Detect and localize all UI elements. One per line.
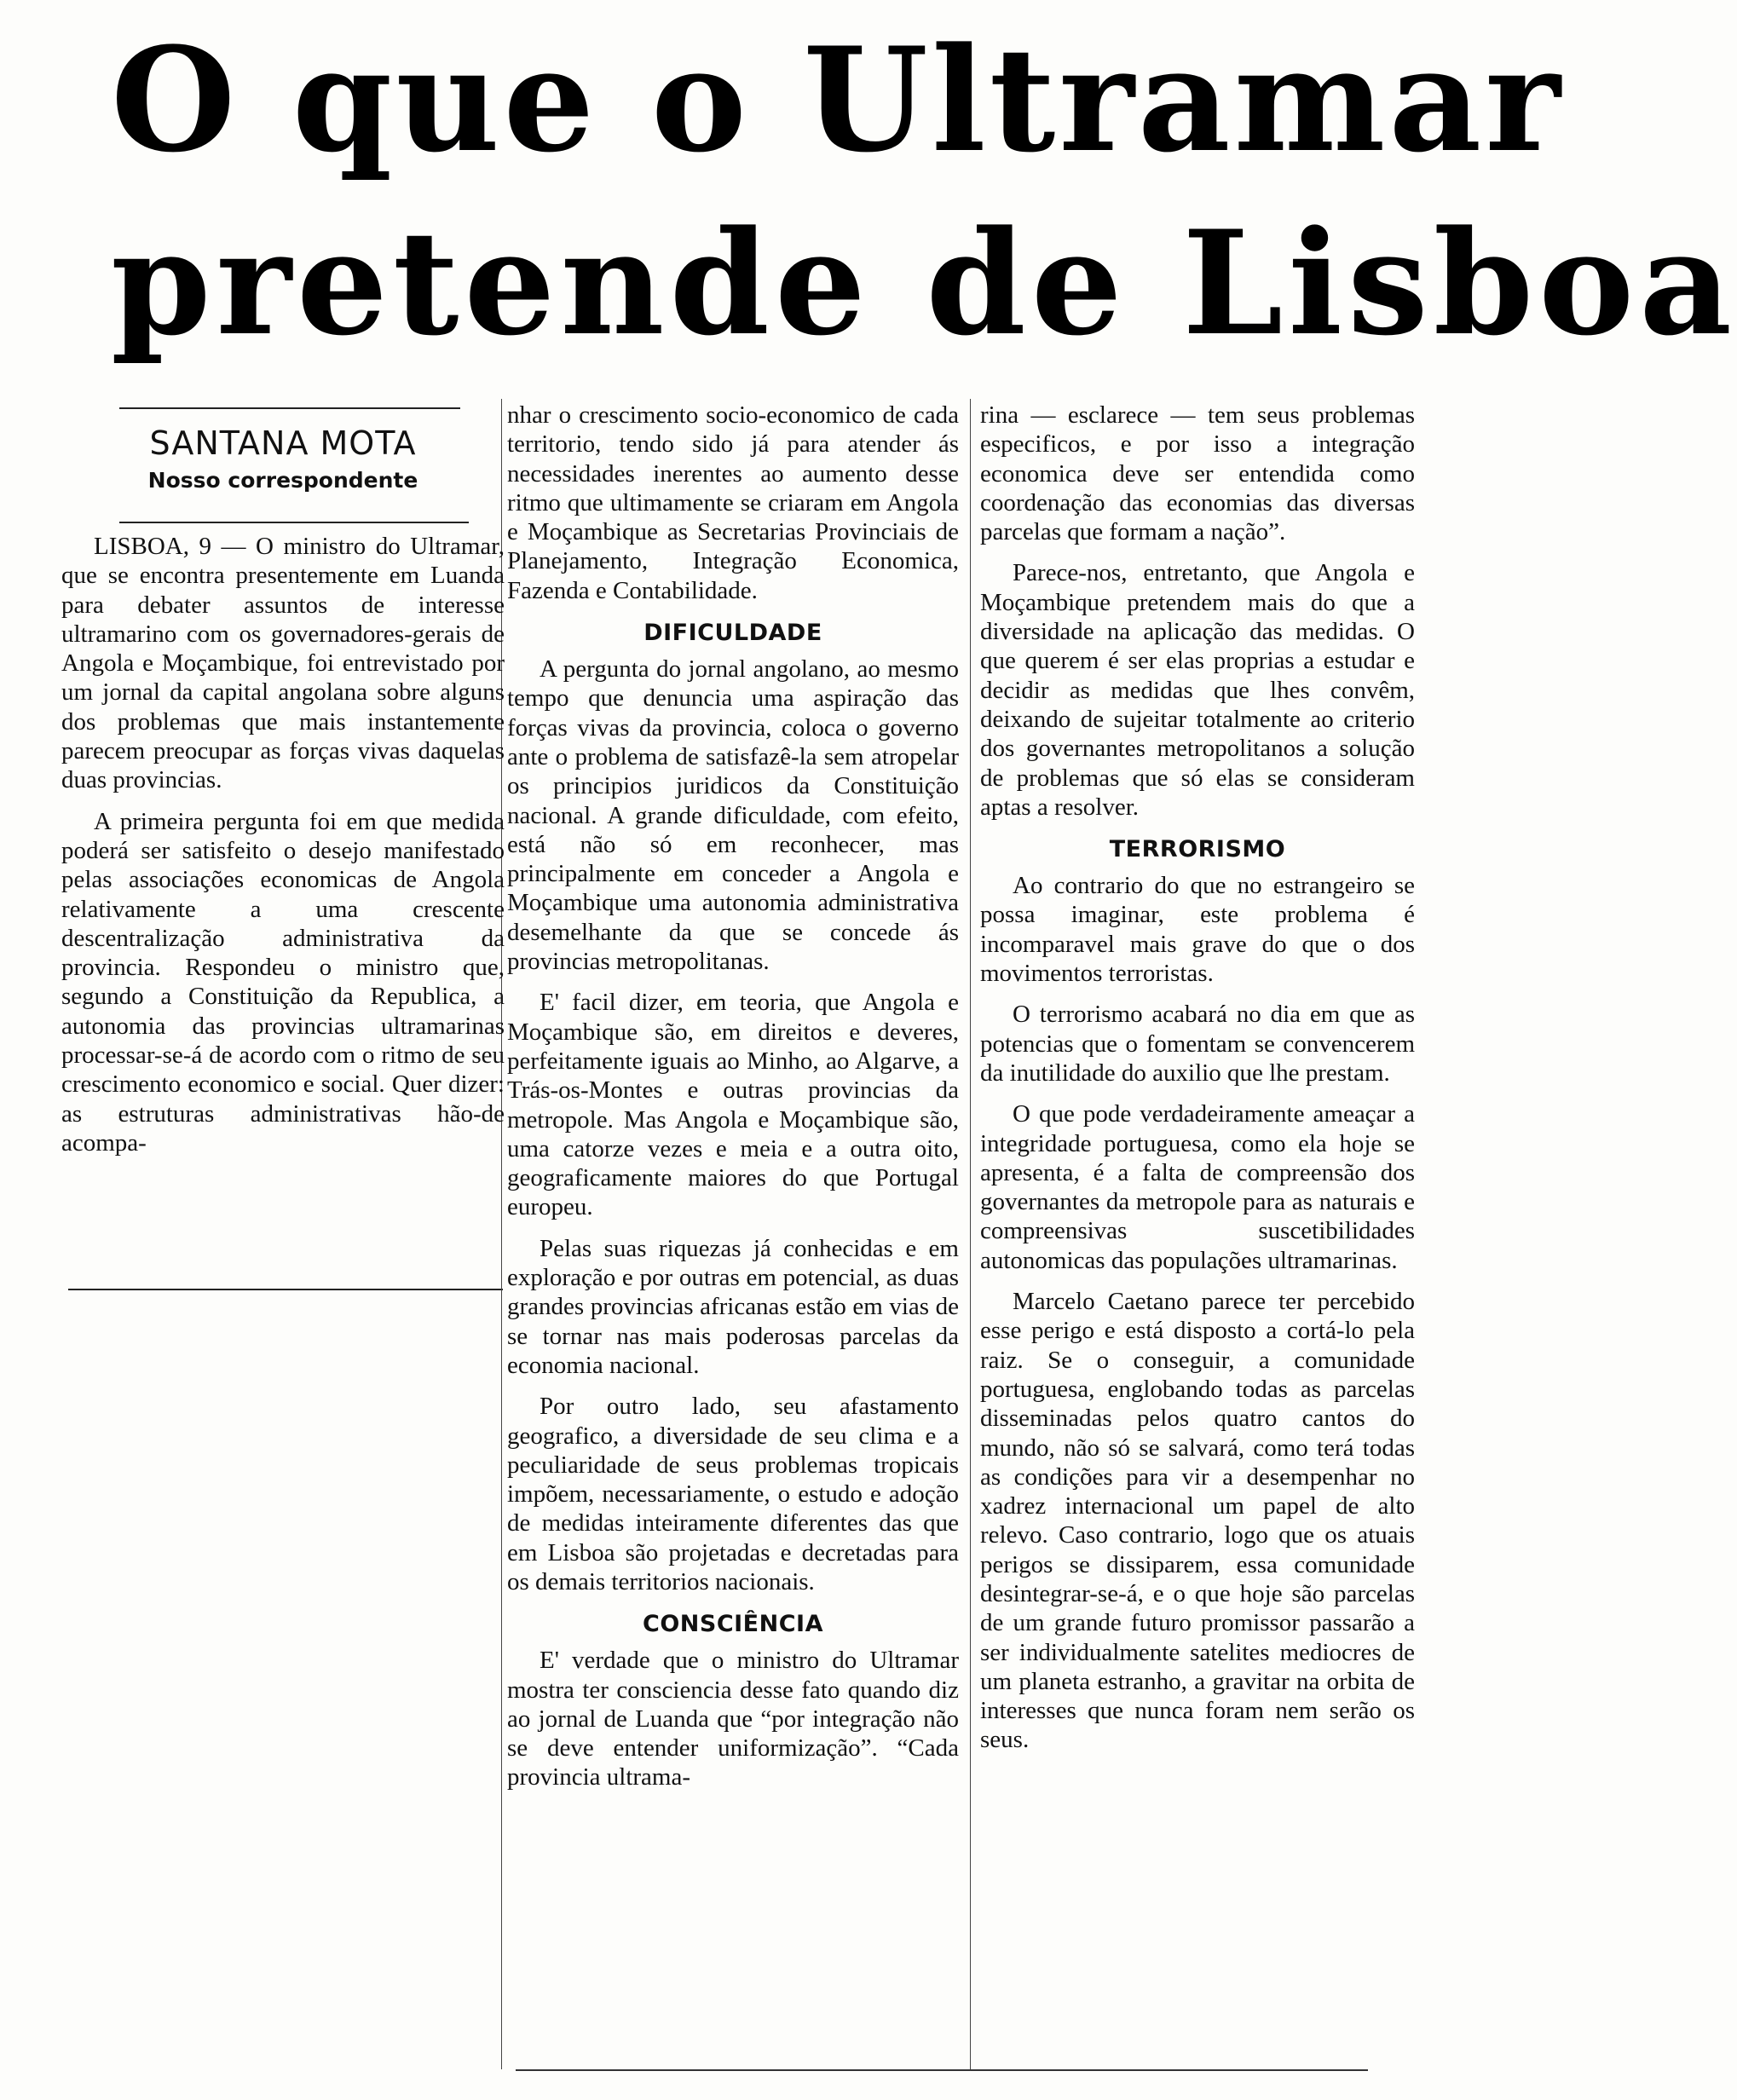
column-end-rule: [68, 1289, 503, 1290]
paragraph: O terrorismo acabará no dia em que as potencias que o fomentam se convencerem da inutilidade do auxilio que lhe prestam.: [980, 1001, 1415, 1087]
headline-line-2: pretende de Lisboa: [111, 199, 1737, 367]
paragraph: Pelas suas riquezas já conhecidas e em exploração e por outras em potencial, as duas grandes provincias africanas estão em vias de se tornar nas mais poderosas parcelas da economia nacional.: [507, 1234, 959, 1379]
paragraph: Por outro lado, seu afastamento geografico, a diversidade de seu clima e a peculiaridade de seus problemas tropicais impõem, necessariamente, o estudo e adoção de medidas inteiramente diferentes das que em Lisboa são projetadas e decretadas para os demais territorios nacionais.: [507, 1393, 959, 1595]
article-bottom-rule: [516, 2069, 1368, 2071]
paragraph: A primeira pergunta foi em que medida poderá ser satisfeito o desejo manifestado pelas associações economicas de Angola relativamente a uma crescente descentralização administrativa da provincia. Respondeu o ministro que, segundo a Constituição da Republica, a autonomia das provincias ultramarinas processar-se-á de acordo com o ritmo de seu crescimento economico e social. Quer dizer: as estruturas administrativas hão-de acompa-: [61, 807, 505, 1157]
paragraph: LISBOA, 9 — O ministro do Ultramar, que se encontra presentemente em Luanda para debater assuntos de interesse ultramarino com os governadores-gerais de Angola e Moçambique, foi entrevistado por um jornal da capital angolana sobre alguns dos problemas que mais instantemente parecem preocupar as forças vivas daquelas duas provincias.: [61, 533, 505, 794]
subheading-consciencia: CONSCIÊNCIA: [643, 1611, 823, 1638]
byline: [61, 401, 505, 498]
paragraph: rina — esclarece — tem seus problemas especificos, e por isso a integração economica deve ser entendida como coordenação das economias das diversas parcelas que formam a nação”.: [980, 401, 1415, 546]
paragraph: O que pode verdadeiramente ameaçar a integridade portuguesa, como ela hoje se apresenta, é a falta de compreensão dos governantes da metropole para as naturais e compreensivas suscetibilidades autonomicas das populações ultramarinas.: [980, 1100, 1415, 1274]
headline-line-1: O que o Ultramar: [111, 15, 1564, 184]
paragraph: E' verdade que o ministro do Ultramar mostra ter consciencia desse fato quando diz ao jornal de Luanda que “por integração não se deve entender uniformização”. “Cada provincia ultrama-: [507, 1647, 959, 1791]
paragraph: Parece-nos, entretanto, que Angola e Moçambique pretendem mais do que a diversidade na aplicação das medidas. O que querem é ser elas proprias a estudar e decidir as medidas que lhes convêm, deixando de sujeitar totalmente ao criterio dos governantes metropolitanos a solução de problemas que só elas se consideram aptas a resolver.: [980, 559, 1415, 821]
paragraph: Marcelo Caetano parece ter percebido esse perigo e está disposto a cortá-lo pela raiz. Se o conseguir, a comunidade portuguesa, englobando todas as parcelas disseminadas pelos quatro cantos do mundo, não só se salvará, como terá todas as condições para vir a desempenhar no xadrez internacional um papel de alto relevo. Caso contrario, logo que os atuais perigos se dissiparem, essa comunidade desintegrar-se-á, e o que hoje são parcelas de um grande futuro promissor passarão a ser individualmente satelites mediocres de um planeta estranho, a gravitar na orbita de interesses que nunca foram nem serão os seus.: [980, 1288, 1415, 1754]
subheading-terrorismo: TERRORISMO: [1109, 836, 1286, 863]
author-name: SANTANA MOTA: [149, 424, 417, 462]
article-column-1: [61, 401, 505, 1169]
paragraph: E' facil dizer, em teoria, que Angola e Moçambique são, em direitos e deveres, perfeitamente iguais ao Minho, ao Algarve, a Trás-os-Montes e outras provincias da metropole. Mas Angola e Moçambique são, uma catorze vezes e meia e a outra oito, geograficamente maiores do que Portugal europeu.: [507, 989, 959, 1221]
paragraph: A pergunta do jornal angolano, ao mesmo tempo que denuncia uma aspiração das forças vivas da provincia, coloca o governo ante o problema de satisfazê-la sem atropelar os principios juridicos da Constituição nacional. A grande dificuldade, com efeito, está não só em reconhecer, mas principalmente em conceder a Angola e Moçambique uma autonomia administrativa desemelhante da que se concede ás provincias metropolitanas.: [507, 655, 959, 976]
subheading-dificuldade: DIFICULDADE: [643, 620, 822, 647]
headline: [111, 9, 1737, 375]
paragraph: Ao contrario do que no estrangeiro se possa imaginar, este problema é incomparavel mais grave do que o dos movimentos terroristas.: [980, 872, 1415, 988]
column-divider-2: [970, 399, 971, 2069]
author-role: Nosso correspondente: [147, 468, 418, 493]
article-column-3: [980, 401, 1415, 1767]
paragraph: nhar o crescimento socio-economico de cada territorio, tendo sido já para atender ás necessidades inerentes ao aumento desse ritmo que ultimamente se criaram em Angola e Moçambique as Secretarias Provinciais de Planejamento, Integração Economica, Fazenda e Contabilidade.: [507, 401, 959, 604]
article-column-2: [507, 401, 959, 1804]
